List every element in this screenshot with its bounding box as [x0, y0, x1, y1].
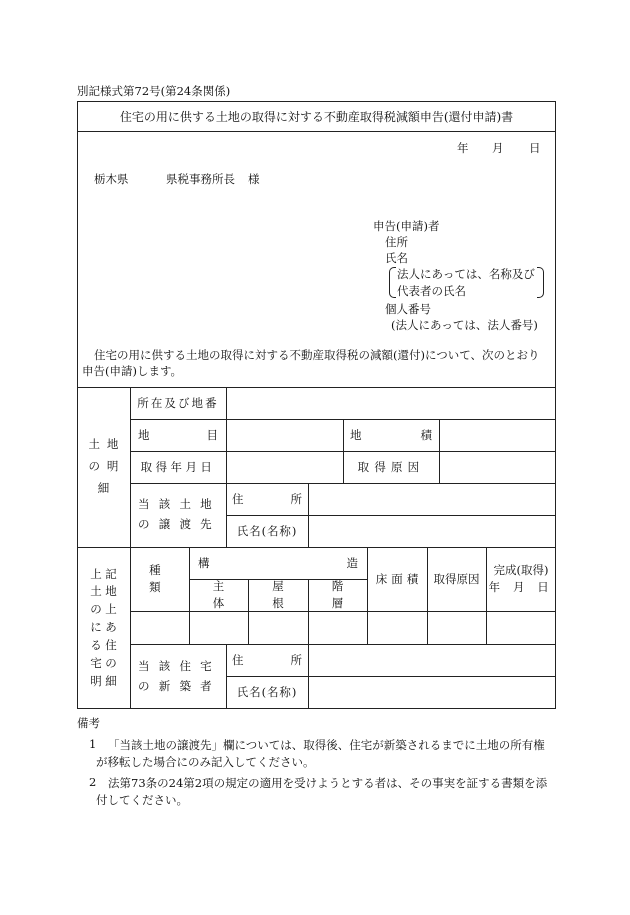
house-acq-cause-field[interactable]	[427, 611, 486, 644]
form-title: 住宅の用に供する土地の取得に対する不動産取得税減額申告(還付申請)書	[119, 110, 514, 124]
remark-1-line-2: が移転した場合にのみ記入してください。	[96, 755, 315, 769]
applicant-corp-note-2: 代表者の氏名	[397, 284, 466, 298]
form-label: 別記様式第72号(第24条関係)	[77, 84, 231, 98]
declaration-line-1: 住宅の用に供する土地の取得に対する不動産取得税の減額(還付)について、次のとおり	[94, 348, 540, 362]
land-acq-date-field[interactable]	[226, 451, 343, 483]
brace-left-icon	[389, 267, 396, 298]
house-completion-field[interactable]	[486, 611, 556, 644]
addressee-office: 県税事務所長	[166, 172, 235, 186]
applicant-corp-note-1: 法人にあっては、名称及び	[397, 267, 535, 281]
brace-right-icon	[537, 267, 544, 298]
declaration-line-2: 申告(申請)します。	[82, 364, 183, 378]
land-location-label: 所在及び地番	[137, 395, 219, 410]
land-transferor-addr-field[interactable]	[308, 483, 556, 515]
house-builder-name-label: 氏名(名称)	[236, 685, 298, 700]
applicant-heading: 申告(申請)者	[373, 219, 440, 233]
land-location-field[interactable]	[226, 387, 556, 419]
land-acq-cause-label: 取得原因	[357, 459, 425, 474]
date-year: 年	[457, 141, 469, 155]
house-completion-label: 完成(取得) 年 月 日	[488, 563, 554, 594]
land-transferor-label: 当該土地の譲渡先	[138, 497, 218, 531]
addressee-honorific: 様	[248, 172, 260, 186]
land-transferor-addr-label: 住 所	[232, 491, 302, 506]
applicant-address-label: 住所	[385, 235, 408, 249]
house-builder-addr-field[interactable]	[308, 644, 556, 676]
house-builder-name-field[interactable]	[308, 676, 556, 709]
house-builder-label: 当該住宅の新築者	[138, 658, 218, 693]
house-kind-field[interactable]	[130, 611, 189, 644]
house-floors-field[interactable]	[308, 611, 367, 644]
applicant-id-label: 個人番号	[385, 302, 431, 316]
house-main-field[interactable]	[189, 611, 248, 644]
land-transferor-name-field[interactable]	[308, 515, 556, 547]
house-kind-label: 種類	[149, 563, 175, 594]
date-month: 月	[492, 141, 504, 155]
house-builder-addr-label: 住 所	[232, 652, 302, 667]
house-roof-field[interactable]	[248, 611, 308, 644]
addressee-prefecture: 栃木県	[94, 172, 129, 186]
remark-2-number: 2	[89, 775, 97, 789]
land-category-label: 地 目	[138, 427, 218, 442]
house-roof-label: 屋根	[272, 579, 298, 610]
land-acq-date-label: 取得年月日	[140, 459, 216, 474]
house-floor-area-field[interactable]	[367, 611, 427, 644]
remark-2-line-1: 法第73条の24第2項の規定の適用を受けようとする者は、その事実を証する書類を添	[108, 776, 548, 790]
remark-2-line-2: 付してください。	[96, 793, 188, 807]
house-floor-area-label: 床面積	[375, 571, 423, 586]
remark-1-line-1: 「当該土地の譲渡先」欄については、取得後、住宅が新築されるまでに土地の所有権	[108, 738, 545, 752]
house-floors-label: 階層	[331, 579, 358, 610]
applicant-name-label: 氏名	[385, 251, 408, 265]
land-section-heading: 土地の明細	[88, 437, 126, 495]
applicant-id-note: (法人にあっては、法人番号)	[391, 318, 538, 332]
land-transferor-name-label: 氏名(名称)	[236, 523, 298, 538]
land-acq-cause-field[interactable]	[439, 451, 556, 483]
remark-1-number: 1	[89, 737, 97, 751]
land-category-field[interactable]	[226, 419, 343, 451]
land-area-label: 地 積	[350, 427, 432, 442]
date-day: 日	[529, 141, 541, 155]
title-divider	[77, 131, 556, 132]
remarks-heading: 備考	[77, 716, 100, 730]
house-main-label: 主体	[212, 579, 239, 610]
house-section-heading: 上記土地の上にある住宅の明細	[90, 566, 121, 688]
land-area-field[interactable]	[439, 419, 556, 451]
house-structure-label: 構 造	[198, 555, 358, 570]
house-acq-cause-label: 取得原因	[433, 571, 480, 586]
